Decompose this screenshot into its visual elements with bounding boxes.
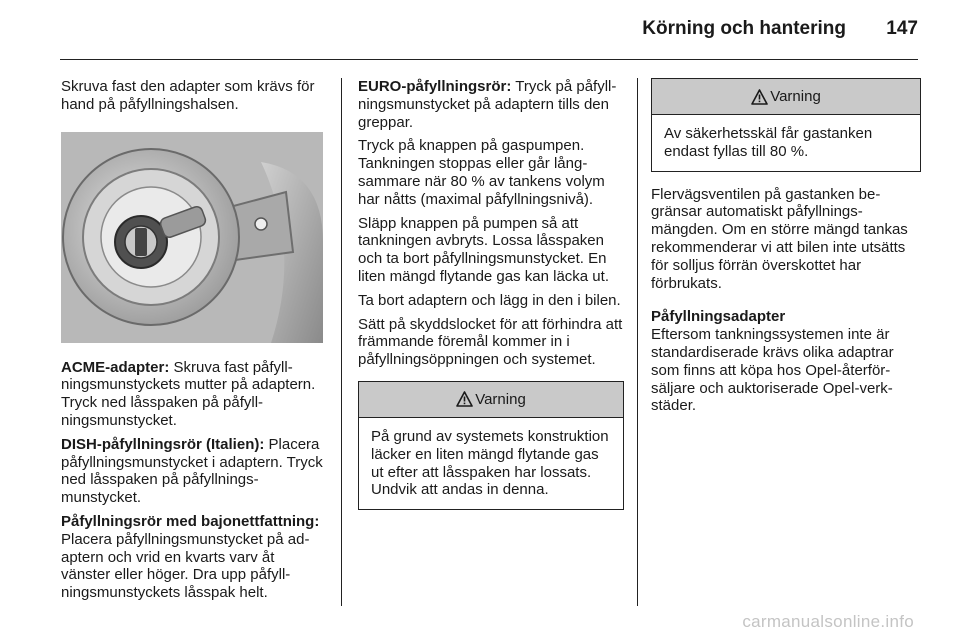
column-divider-1 — [341, 78, 342, 606]
fuel-cap-illustration — [61, 132, 323, 343]
dish-label: DISH-påfyllningsrör (Italien): — [61, 435, 265, 453]
euro-label: EURO-påfyllningsrör: — [358, 78, 512, 95]
warning-body: På grund av systemets konstruktion läcker en liten mängd flytande gas ut efter att låsspaken har lossats. Undvik att andas in denna. — [371, 427, 609, 499]
pump-button-paragraph: Tryck på knappen på gaspumpen. Tankningen stoppas eller går långsammare när 80 % av tankens volym har nåtts (maximal påfyllningsnivå). — [358, 137, 605, 208]
protective-cap-paragraph: Sätt på skyddslocket för att förhindra att främmande föremål kommer in i påfyllningsöppningen och systemet. — [358, 315, 623, 369]
euro-paragraph — [358, 78, 624, 131]
warning-triangle-icon — [456, 391, 473, 407]
column-2 — [358, 78, 624, 524]
acme-text: Skruva fast påfyllningsmunstyckets mutter på adaptern. Tryck ned låsspaken på påfyllningsmunstycket. — [61, 358, 316, 429]
adapter-section — [651, 308, 921, 415]
dish-text: Placera påfyllningsmunstycket i adaptern. Tryck ned låsspaken på påfyllningsmunstycket. — [61, 435, 323, 507]
bayonet-label: Påfyllningsrör med bajonettfattning: — [61, 512, 320, 530]
warning-box-fill-limit — [651, 78, 921, 172]
warning-triangle-icon — [751, 89, 768, 105]
column-1 — [61, 78, 325, 608]
fuel-filler-adapter-photo — [61, 132, 323, 343]
valve-paragraph: Flervägsventilen på gastanken begränsar automatiskt påfyllningsmängden. Om en större mängd tankas rekommenderar vi att bilen inte utsätts för solljus förrän överskottet har förbrukats. — [651, 185, 908, 292]
page-number: 147 — [886, 18, 918, 39]
intro-paragraph: Skruva fast den adapter som krävs för hand på påfyllningshalsen. — [61, 78, 315, 113]
warning-body: Av säkerhetsskäl får gastanken endast fyllas till 80 %. — [664, 125, 873, 160]
bayonet-paragraph — [61, 513, 325, 602]
page-header — [60, 0, 918, 60]
euro-text: Tryck på påfyllningsmunstycket på adaptern tills den greppar. — [358, 78, 617, 131]
release-paragraph: Släpp knappen på pumpen så att tankningen avbryts. Lossa låsspaken och ta bort påfyllningsmunstycket. En liten mängd flytande gas kan läcka ut. — [358, 214, 609, 285]
adapter-heading: Påfyllningsadapter — [651, 308, 786, 326]
dish-paragraph — [61, 436, 325, 507]
bayonet-text: Placera påfyllningsmunstycket på adaptern och vrid en kvarts varv åt vänster eller höger. Dra upp påfyllningsmunstyckets låsspak helt. — [61, 530, 310, 602]
warning-title: Varning — [475, 390, 526, 408]
watermark: carmanualsonline.info — [742, 612, 914, 631]
warning-title: Varning — [770, 87, 821, 105]
acme-paragraph — [61, 359, 325, 430]
page-title: Körning och hantering — [642, 18, 846, 39]
column-divider-2 — [637, 78, 638, 606]
warning-box-leak — [358, 381, 624, 510]
remove-adapter-paragraph: Ta bort adaptern och lägg in den i bilen. — [358, 291, 621, 309]
warning-header — [652, 79, 920, 115]
acme-label: ACME-adapter: — [61, 358, 170, 376]
warning-header — [359, 382, 623, 418]
adapter-text: Eftersom tankningssystemen inte är standardiserade krävs olika adaptrar som finns att köpa hos Opel-återförsäljare och auktoriserade Opel-verkstäder. — [651, 326, 894, 415]
column-3 — [651, 78, 921, 421]
